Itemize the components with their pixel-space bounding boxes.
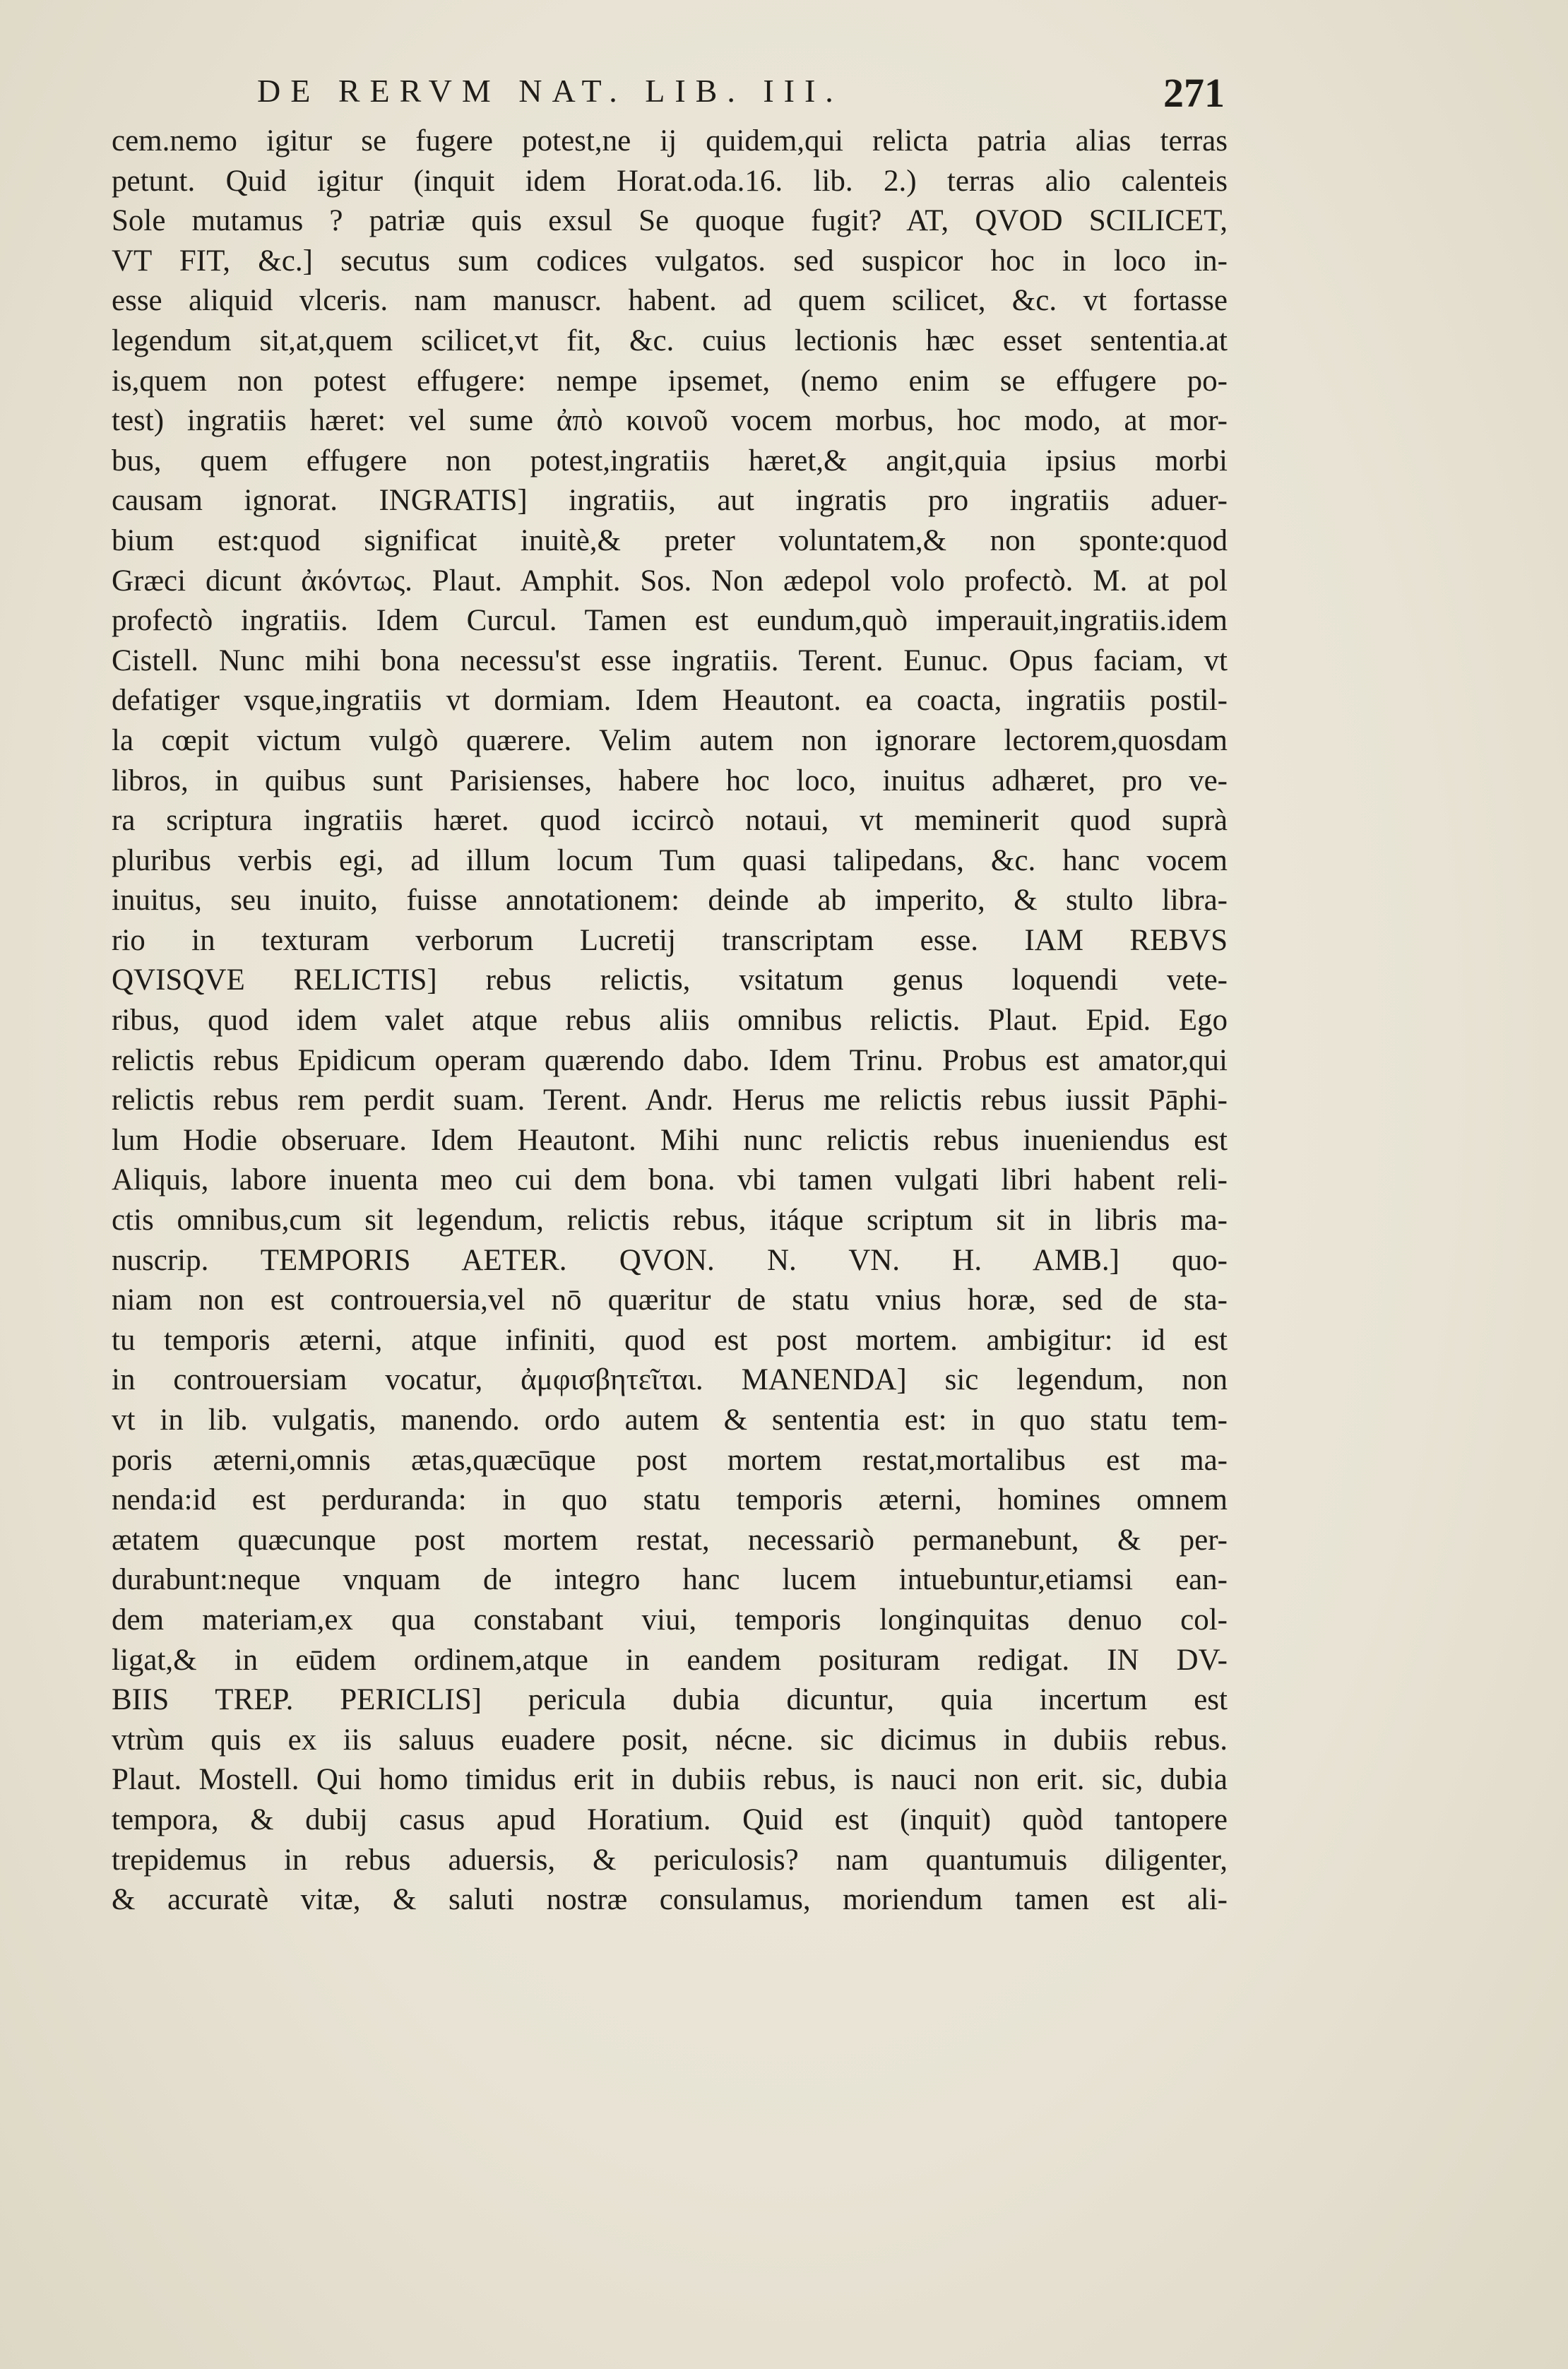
page-header (257, 69, 1225, 119)
text-line: inuitus, seu inuito, fuisse annotationem: deinde ab imperito, & stulto libra- (112, 884, 1228, 918)
text-line: ribus, quod idem valet atque rebus aliis omnibus relictis. Plaut. Epid. Ego (112, 1004, 1228, 1038)
text-line: relictis rebus rem perdit suam. Terent. Andr. Herus me relictis rebus iussit Pāphi- (112, 1083, 1228, 1117)
text-line: petunt. Quid igitur (inquit idem Horat.oda.16. lib. 2.) terras alio calenteis (112, 164, 1228, 198)
text-line: vt in lib. vulgatis, manendo. ordo autem & sententia est: in quo statu tem- (112, 1403, 1228, 1437)
text-line: vtrùm quis ex iis saluus euadere posit, nécne. sic dicimus in dubiis rebus. (112, 1723, 1228, 1757)
text-line: poris æterni,omnis ætas,quæcūque post mortem restat,mortalibus est ma- (112, 1443, 1228, 1477)
text-line: trepidemus in rebus aduersis, & periculosis? nam quantumuis diligenter, (112, 1843, 1228, 1877)
text-line: & accuratè vitæ, & saluti nostræ consulamus, moriendum tamen est ali- (112, 1883, 1228, 1917)
text-line: dem materiam,ex qua constabant viui, temporis longinquitas denuo col- (112, 1603, 1228, 1637)
running-head: DE RERVM NAT. LIB. III. (257, 73, 843, 109)
text-line: BIIS TREP. PERICLIS] pericula dubia dicuntur, quia incertum est (112, 1683, 1228, 1717)
text-line: tempora, & dubij casus apud Horatium. Quid est (inquit) quòd tantopere (112, 1803, 1228, 1836)
text-line: lum Hodie obseruare. Idem Heautont. Mihi nunc relictis rebus inueniendus est (112, 1123, 1228, 1157)
text-line: Cistell. Nunc mihi bona necessu'st esse ingratiis. Terent. Eunuc. Opus faciam, vt (112, 643, 1228, 677)
text-line: ctis omnibus,cum sit legendum, relictis rebus, itáque scriptum sit in libris ma- (112, 1204, 1228, 1237)
text-line: profectò ingratiis. Idem Curcul. Tamen est eundum,quò imperauit,ingratiis.idem (112, 604, 1228, 638)
text-line: ætatem quæcunque post mortem restat, necessariò permanebunt, & per- (112, 1523, 1228, 1557)
text-line: ligat,& in eūdem ordinem,atque in eandem posituram redigat. IN DV- (112, 1643, 1228, 1677)
text-line: la cœpit victum vulgò quærere. Velim autem non ignorare lectorem,quosdam (112, 723, 1228, 757)
text-line: QVISQVE RELICTIS] rebus relictis, vsitatum genus loquendi vete- (112, 963, 1228, 997)
page-number: 271 (1163, 70, 1225, 116)
text-line: Aliquis, labore inuenta meo cui dem bona. vbi tamen vulgati libri habent reli- (112, 1163, 1228, 1197)
text-line: rio in texturam verborum Lucretij transcriptam esse. IAM REBVS (112, 923, 1228, 957)
text-line: is,quem non potest effugere: nempe ipsemet, (nemo enim se effugere po- (112, 364, 1228, 398)
text-line: Plaut. Mostell. Qui homo timidus erit in dubiis rebus, is nauci non erit. sic, dubia (112, 1763, 1228, 1797)
text-line: legendum sit,at,quem scilicet,vt fit, &c. cuius lectionis hæc esset sententia.at (112, 323, 1228, 357)
text-line: in controuersiam vocatur, ἀμφισβητεῖται. MANENDA] sic legendum, non (112, 1363, 1228, 1397)
text-line: pluribus verbis egi, ad illum locum Tum quasi talipedans, &c. hanc vocem (112, 843, 1228, 877)
text-line: niam non est controuersia,vel nō quæritur de statu vnius horæ, sed de sta- (112, 1283, 1228, 1317)
text-line: cem.nemo igitur se fugere potest,ne ij quidem,qui relicta patria alias terras (112, 124, 1228, 158)
text-line: Græci dicunt ἀκόντως. Plaut. Amphit. Sos. Non ædepol volo profectò. M. at pol (112, 564, 1228, 598)
text-line: bus, quem effugere non potest,ingratiis hæret,& angit,quia ipsius morbi (112, 444, 1228, 477)
text-line: causam ignorat. INGRATIS] ingratiis, aut ingratis pro ingratiis aduer- (112, 484, 1228, 518)
text-line: relictis rebus Epidicum operam quærendo dabo. Idem Trinu. Probus est amator,qui (112, 1043, 1228, 1077)
text-line: bium est:quod significat inuitè,& preter voluntatem,& non sponte:quod (112, 523, 1228, 557)
text-line: nuscrip. TEMPORIS AETER. QVON. N. VN. H. AMB.] quo- (112, 1243, 1228, 1277)
text-line: defatiger vsque,ingratiis vt dormiam. Idem Heautont. ea coacta, ingratiis postil- (112, 684, 1228, 718)
text-line: durabunt:neque vnquam de integro hanc lucem intuebuntur,etiamsi ean- (112, 1563, 1228, 1597)
text-line: Sole mutamus ? patriæ quis exsul Se quoque fugit? AT, QVOD SCILICET, (112, 204, 1228, 238)
text-line: nenda:id est perduranda: in quo statu temporis æterni, homines omnem (112, 1483, 1228, 1517)
text-line: VT FIT, &c.] secutus sum codices vulgatos. sed suspicor hoc in loco in- (112, 244, 1228, 278)
text-line: esse aliquid vlceris. nam manuscr. habent. ad quem scilicet, &c. vt fortasse (112, 284, 1228, 318)
text-line: test) ingratiis hæret: vel sume ἀπὸ κοινοῦ vocem morbus, hoc modo, at mor- (112, 404, 1228, 438)
text-line: tu temporis æterni, atque infiniti, quod est post mortem. ambigitur: id est (112, 1323, 1228, 1357)
commentary-text (112, 121, 1228, 1920)
text-line: ra scriptura ingratiis hæret. quod iccircò notaui, vt meminerit quod suprà (112, 804, 1228, 838)
text-line: libros, in quibus sunt Parisienses, habere hoc loco, inuitus adhæret, pro ve- (112, 764, 1228, 797)
